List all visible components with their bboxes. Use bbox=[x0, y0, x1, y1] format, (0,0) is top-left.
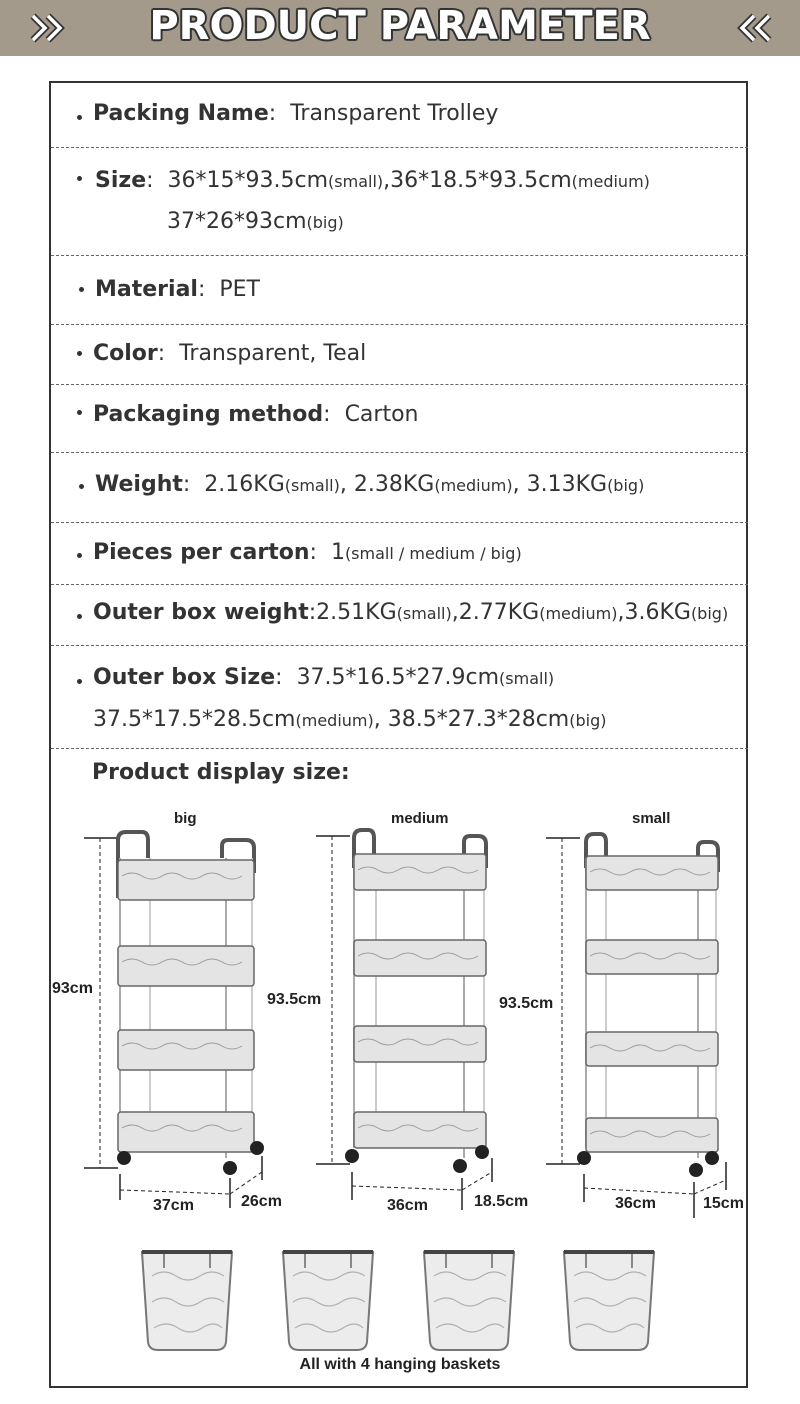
param-outer-box-size-line2: 37.5*17.5*28.5cm(medium), 38.5*27.3*28cm(big) bbox=[93, 707, 607, 732]
param-size-line2: 37*26*93cm(big) bbox=[167, 209, 344, 234]
row-divider bbox=[51, 255, 748, 256]
bullet-dot bbox=[77, 176, 82, 181]
param-outer-box-size: Outer box Size: 37.5*16.5*27.9cm(small) bbox=[93, 665, 555, 690]
big-width-dim: 37cm bbox=[153, 1197, 194, 1214]
trolley-label-big: big bbox=[174, 810, 197, 827]
bullet-dot bbox=[77, 614, 82, 619]
big-depth-dim: 26cm bbox=[241, 1193, 282, 1210]
trolley-label-medium: medium bbox=[391, 810, 449, 827]
bullet-dot bbox=[77, 115, 82, 120]
bullet-dot bbox=[77, 351, 82, 356]
param-packing-name: Packing Name: Transparent Trolley bbox=[93, 101, 499, 126]
hanging-basket-image bbox=[420, 1246, 518, 1356]
row-divider bbox=[51, 748, 748, 749]
medium-height-dim: 93.5cm bbox=[267, 991, 322, 1008]
page-title: PRODUCT PARAMETER bbox=[149, 3, 651, 49]
row-divider bbox=[51, 522, 748, 523]
param-weight: Weight: 2.16KG(small), 2.38KG(medium), 3.13KG(big) bbox=[95, 472, 645, 497]
row-divider bbox=[51, 384, 748, 385]
trolley-big-image bbox=[82, 828, 282, 1228]
trolley-label-small: small bbox=[632, 810, 671, 827]
param-pieces-per-carton: Pieces per carton: 1(small / medium / big) bbox=[93, 540, 522, 565]
hanging-basket-image bbox=[560, 1246, 658, 1356]
trolley-medium-image bbox=[314, 828, 514, 1228]
small-width-dim: 36cm bbox=[615, 1195, 656, 1212]
row-divider bbox=[51, 324, 748, 325]
row-divider bbox=[51, 584, 748, 585]
row-divider bbox=[51, 147, 748, 148]
bullet-dot bbox=[77, 410, 82, 415]
row-divider bbox=[51, 452, 748, 453]
bullet-dot bbox=[79, 484, 84, 489]
big-height-dim: 93cm bbox=[52, 980, 93, 997]
param-packaging-method: Packaging method: Carton bbox=[93, 402, 419, 427]
double-chevron-left-icon bbox=[734, 10, 774, 46]
bullet-dot bbox=[77, 553, 82, 558]
bullet-dot bbox=[77, 679, 82, 684]
small-height-dim: 93.5cm bbox=[499, 995, 554, 1012]
trolley-small-image bbox=[544, 828, 744, 1228]
baskets-caption: All with 4 hanging baskets bbox=[299, 1356, 501, 1373]
hanging-basket-image bbox=[138, 1246, 236, 1356]
medium-depth-dim: 18.5cm bbox=[474, 1193, 529, 1210]
param-color: Color: Transparent, Teal bbox=[93, 341, 367, 366]
header-bar bbox=[0, 0, 800, 56]
param-size: Size: 36*15*93.5cm(small),36*18.5*93.5cm(medium) bbox=[95, 168, 650, 193]
row-divider bbox=[51, 645, 748, 646]
param-material: Material: PET bbox=[95, 277, 260, 302]
small-depth-dim: 15cm bbox=[703, 1195, 744, 1212]
medium-width-dim: 36cm bbox=[387, 1197, 428, 1214]
display-size-title: Product display size: bbox=[92, 760, 350, 785]
param-outer-box-weight: Outer box weight:2.51KG(small),2.77KG(medium),3.6KG(big) bbox=[93, 600, 729, 625]
hanging-basket-image bbox=[279, 1246, 377, 1356]
bullet-dot bbox=[79, 287, 84, 292]
